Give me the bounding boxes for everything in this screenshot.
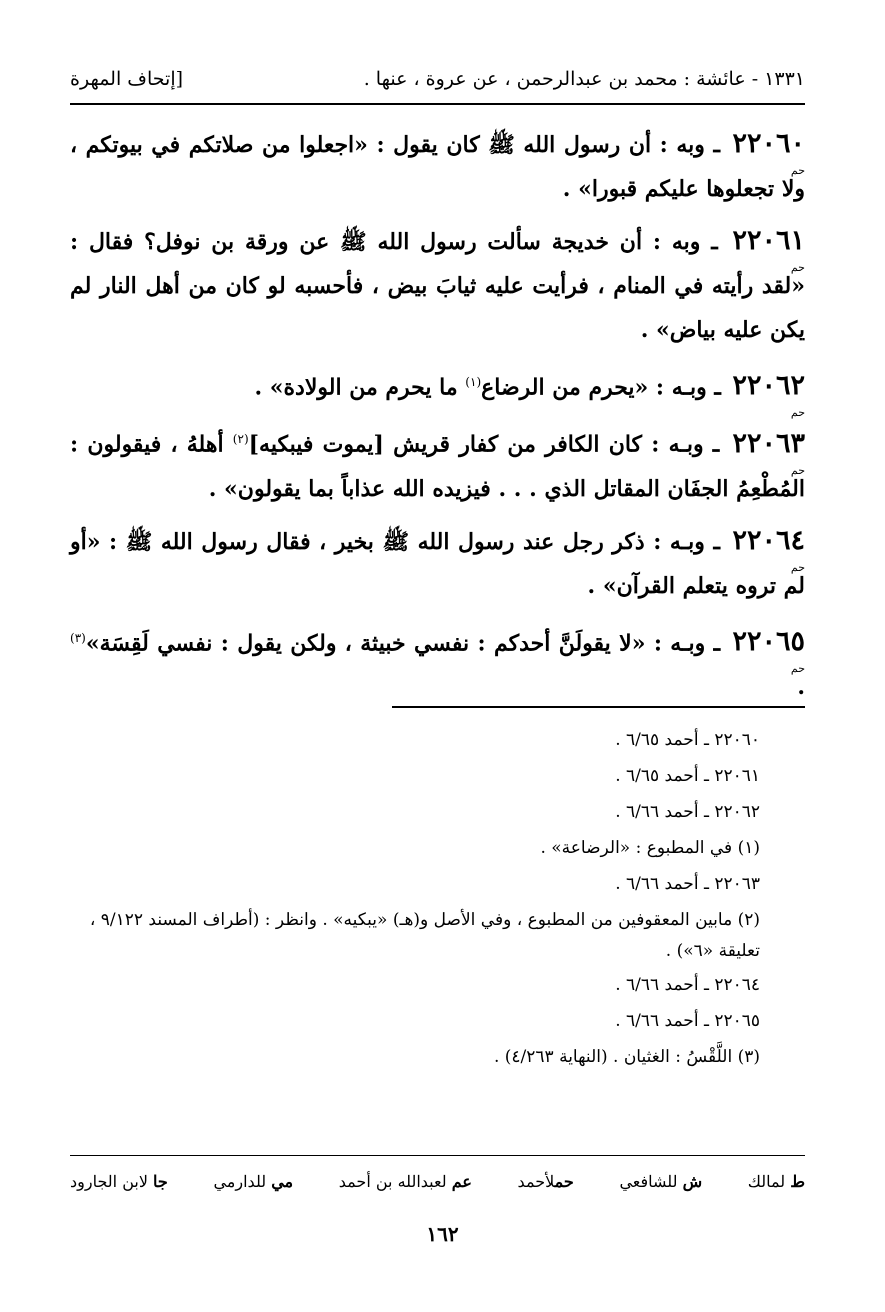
hadith-entry bbox=[70, 219, 805, 352]
footnote-ref: (٢) bbox=[232, 432, 249, 447]
hadith-number: ٢٢٠٦٤ حم bbox=[732, 524, 805, 574]
hadith-text: ـ وبـه : كان الكافر من كفار قريش [يموت فيبكيه] bbox=[248, 431, 720, 458]
hadith-text: ـ وبه : أن خديجة سألت رسول الله ﷺ عن ورقة بن نوفل؟ فقال : «لقد رأيته في المنام ، فرأيت عليه ثيابَ بيض ، فأحسبه لو كان من أهل النار لم يكن عليه بياض» . bbox=[70, 229, 805, 343]
legend-code: عم bbox=[451, 1171, 472, 1191]
footnotes bbox=[70, 722, 760, 1075]
footnote: ٢٢٠٦٣ ـ أحمد ٦/٦٦ . bbox=[615, 874, 760, 894]
header-rule bbox=[70, 103, 805, 105]
footnote: (١) في المطبوع : «الرضاعة» . bbox=[540, 838, 760, 858]
footnote: ٢٢٠٦٢ ـ أحمد ٦/٦٦ . bbox=[615, 802, 760, 822]
hadith-entry bbox=[70, 616, 805, 709]
footnote: ٢٢٠٦٥ ـ أحمد ٦/٦٦ . bbox=[615, 1011, 760, 1031]
hadith-number: ٢٢٠٦١ حم bbox=[732, 225, 805, 274]
chapter-title: ١٣٣١ - عائشة : محمد بن عبدالرحمن ، عن عروة ، عنها . bbox=[363, 68, 805, 90]
hadith-entry bbox=[70, 360, 805, 420]
hadith-entry bbox=[70, 519, 805, 608]
footnote: ٢٢٠٦٠ ـ أحمد ٦/٦٥ . bbox=[615, 730, 760, 750]
legend-item bbox=[518, 1172, 574, 1191]
page-number: ١٦٢ bbox=[426, 1222, 459, 1246]
hadith-number: ٢٢٠٦٢ حم bbox=[732, 370, 805, 420]
legend-label: لعبدالله بن أحمد bbox=[338, 1171, 447, 1191]
legend-label: للشافعي bbox=[619, 1171, 678, 1191]
source-mark: حم bbox=[790, 463, 806, 477]
source-mark: حم bbox=[790, 661, 805, 675]
legend-label: لابن الجارود bbox=[70, 1171, 148, 1191]
legend-item bbox=[619, 1172, 702, 1191]
hadith-entry bbox=[70, 122, 805, 211]
running-header bbox=[70, 62, 805, 96]
legend-item bbox=[70, 1172, 168, 1191]
legend-label: للدارمي bbox=[213, 1171, 267, 1191]
legend-label: لأحمد bbox=[517, 1171, 555, 1191]
legend-item bbox=[339, 1172, 472, 1191]
footnotes-rule bbox=[392, 706, 805, 708]
legend-code: ط bbox=[790, 1171, 805, 1191]
footnote: (٣) اللَّقْسُ : الغثيان . (النهاية ٤/٢٦٣) . bbox=[493, 1047, 760, 1067]
hadith-text-cont: ما يحرم من الولادة» . bbox=[254, 374, 466, 401]
source-mark: حم bbox=[790, 406, 805, 420]
hadith-number: ٢٢٠٦٣ حم bbox=[732, 427, 806, 477]
source-mark: حم bbox=[790, 261, 805, 274]
hadith-text: ـ وبـه : «يحرم من الرضاع bbox=[481, 374, 721, 401]
source-mark: حم bbox=[790, 164, 805, 177]
footnote-ref: (١) bbox=[465, 375, 482, 389]
legend-item bbox=[748, 1172, 805, 1191]
legend-label: لمالك bbox=[747, 1171, 786, 1191]
hadith-entry bbox=[70, 417, 805, 510]
footnote: ٢٢٠٦٤ ـ أحمد ٦/٦٦ . bbox=[615, 975, 760, 995]
legend-rule bbox=[70, 1155, 805, 1156]
hadith-list bbox=[70, 122, 805, 717]
hadith-text: ـ وبـه : ذكر رجل عند رسول الله ﷺ بخير ، فقال رسول الله ﷺ : «أو لم تروه يتعلم القرآن» . bbox=[70, 528, 805, 599]
legend-code: حم bbox=[554, 1171, 574, 1191]
hadith-number: ٢٢٠٦٠ حم bbox=[732, 128, 805, 177]
legend-code: مي bbox=[271, 1171, 294, 1191]
footnote: (٢) مابين المعقوفين من المطبوع ، وفي الأصل و(هـ) «يبكيه» . وانظر : (أطراف المسند ٩/١٢٢ ، تعليقة «٦») . bbox=[89, 910, 760, 961]
hadith-text: ـ وبه : أن رسول الله ﷺ كان يقول : «اجعلوا من صلاتكم في بيوتكم ، ولا تجعلوها عليكم قبورا» . bbox=[70, 132, 805, 202]
hadith-text-cont: أهلهُ ، فيقولون : المُطْعِمُ الجفَان المقاتل الذي . . . فيزيده الله عذاباً بما يقولون» . bbox=[70, 431, 805, 502]
book-title: [إتحاف المهرة bbox=[70, 68, 184, 90]
hadith-text: ـ وبـه : «لا يقولَنَّ أحدكم : نفسي خبيثة ، ولكن يقول : نفسي لَقِسَة» bbox=[85, 629, 721, 656]
hadith-text-cont: . bbox=[797, 673, 805, 700]
source-mark: حم bbox=[790, 560, 805, 574]
footnote: ٢٢٠٦١ ـ أحمد ٦/٦٥ . bbox=[615, 766, 760, 786]
hadith-number: ٢٢٠٦٥ حم bbox=[732, 625, 805, 675]
footnote-ref: (٣) bbox=[70, 630, 86, 645]
legend-code: ش bbox=[682, 1171, 703, 1191]
legend-code: جا bbox=[153, 1171, 168, 1191]
abbreviation-legend bbox=[70, 1166, 805, 1196]
legend-item bbox=[213, 1172, 293, 1191]
